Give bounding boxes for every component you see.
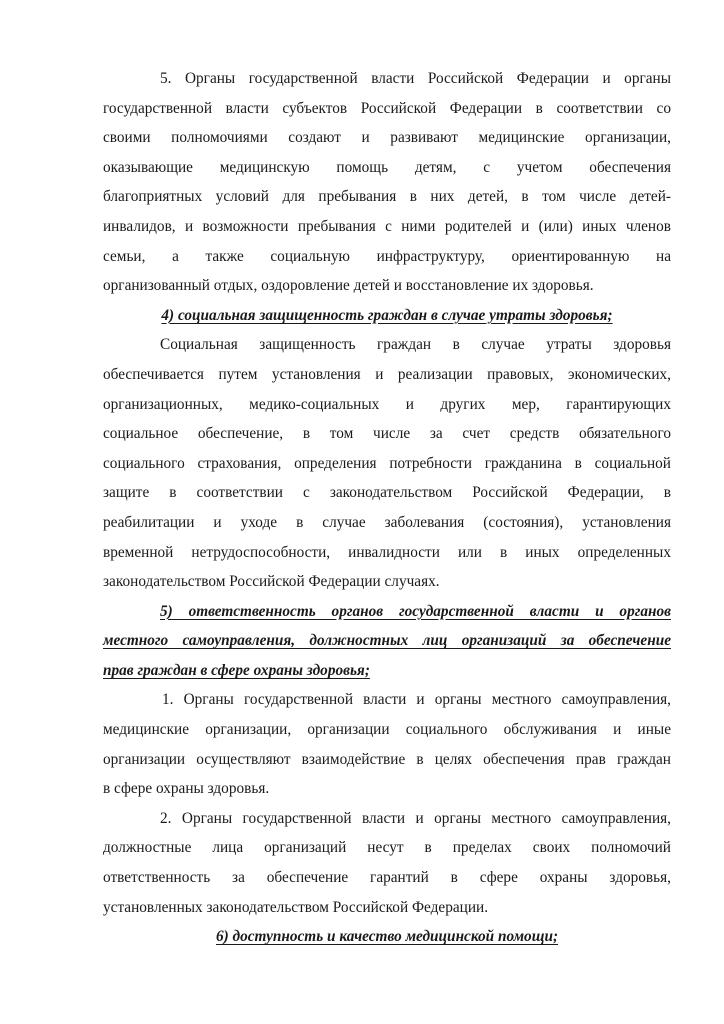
text-line: временной нетрудоспособности, инвалидности или в иных определенных [103, 543, 671, 561]
heading-line: местного самоуправления, должностных лиц организаций за обеспечение [103, 632, 671, 650]
paragraph-item-5 [103, 64, 671, 301]
text-line: семьи, а также социальную инфраструктуру, ориентированную на [103, 247, 671, 265]
text-line: организации осуществляют взаимодействие в целях обеспечения прав граждан [103, 750, 671, 768]
text-line: реабилитации и уходе в случае заболевания (состояния), установления [103, 513, 671, 531]
text-line: установленных законодательством Российской Федерации. [103, 898, 489, 916]
text-line: обеспечивается путем установления и реализации правовых, экономических, [103, 365, 671, 383]
text-line: своими полномочиями создают и развивают медицинские организации, [103, 129, 671, 147]
text-line: благоприятных условий для пребывания в них детей, в том числе детей- [103, 188, 671, 206]
text-line: медицинские организации, организации социального обслуживания и иные [103, 721, 671, 739]
text-line: организационных, медико-социальных и других мер, гарантирующих [103, 395, 671, 413]
text-line: социального страхования, определения потребности гражданина в социальной [103, 454, 671, 472]
heading-line: прав граждан в сфере охраны здоровья; [103, 661, 370, 679]
text-line: государственной власти субъектов Российской Федерации в соответствии со [103, 99, 671, 117]
text-line: 5. Органы государственной власти Российской Федерации и органы [160, 70, 671, 87]
text-line: Социальная защищенность граждан в случае утраты здоровья [160, 336, 671, 354]
text-line: 1. Органы государственной власти и органы местного самоуправления, [162, 691, 671, 709]
section-heading-5 [103, 597, 671, 686]
text-line: ответственность за обеспечение гарантий в сфере охраны здоровья, [103, 869, 671, 887]
heading-line: 5) ответственность органов государственной власти и органов [160, 602, 671, 620]
paragraph-item-1 [103, 685, 671, 803]
section-heading-6: 6) доступность и качество медицинской помощи; [215, 928, 559, 946]
text-line: социальное обеспечение, в том числе за счет средств обязательного [103, 425, 671, 443]
text-line: 2. Органы государственной власти и органы местного самоуправления, [160, 809, 671, 827]
text-line: организованный отдых, оздоровление детей и восстановление их здоровья. [103, 277, 594, 295]
paragraph-item-2 [103, 804, 671, 922]
text-line: должностные лица организаций несут в пределах своих полномочий [103, 839, 671, 857]
section-heading-4: 4) социальная защищенность граждан в случае утраты здоровья; [161, 306, 613, 324]
text-line: в сфере охраны здоровья. [103, 780, 270, 798]
text-line: законодательством Российской Федерации случаях. [103, 573, 440, 591]
paragraph-social-protection [103, 330, 671, 596]
text-line: инвалидов, и возможности пребывания с ними родителей и (или) иных членов [103, 217, 671, 235]
text-line: оказывающие медицинскую помощь детям, с учетом обеспечения [103, 158, 671, 176]
document-page [103, 64, 671, 952]
text-line: защите в соответствии с законодательством Российской Федерации, в [103, 484, 671, 502]
